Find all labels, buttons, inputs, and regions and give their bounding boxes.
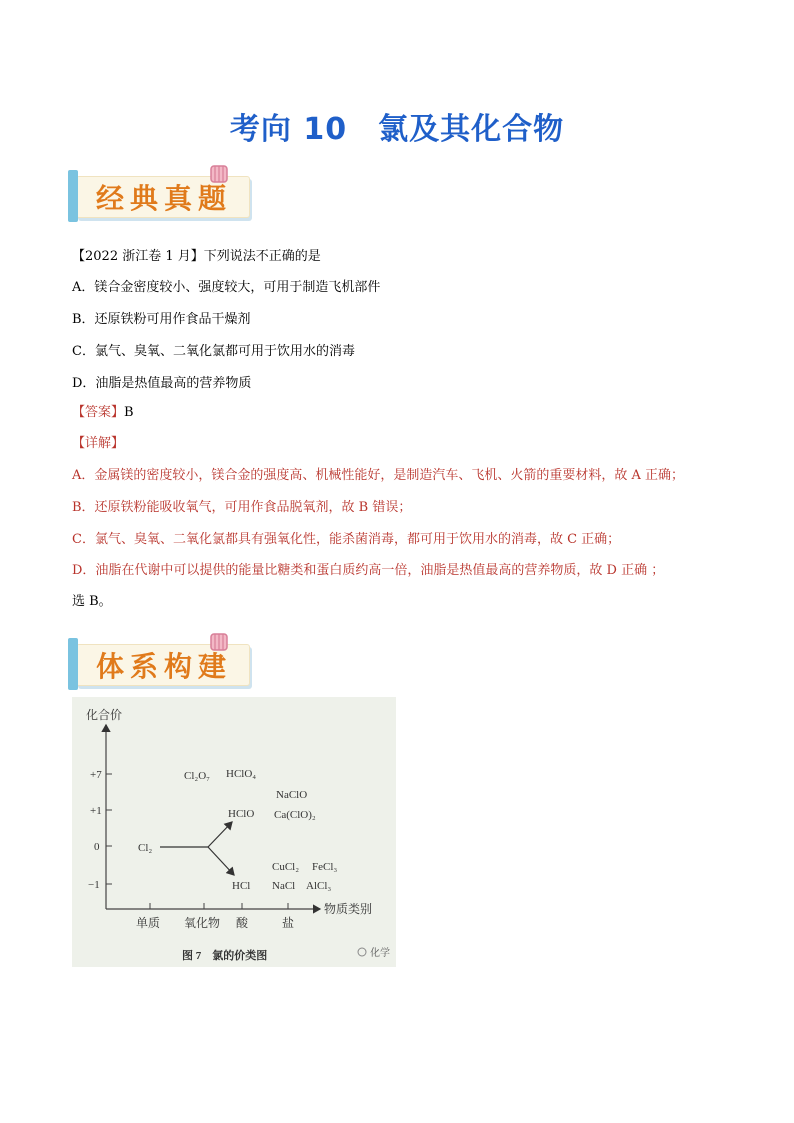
- option-a: A．镁合金密度较小、强度较大，可用于制造飞机部件: [72, 280, 381, 295]
- x-tick-oxide: 氧化物: [184, 916, 221, 930]
- question-source: 【2022 浙江卷 1 月】: [72, 249, 204, 264]
- species-cl2o7: Cl₂O₇: [184, 770, 211, 782]
- detail-b: B．还原铁粉能吸收氧气，可用作食品脱氧剂，故 B 错误；: [72, 500, 412, 515]
- banner-stripe: [68, 170, 78, 222]
- detail-c: C．氯气、臭氧、二氧化氯都具有强氧化性，能杀菌消毒，都可用于饮用水的消毒，故 C 正确；: [72, 532, 621, 547]
- option-b: B．还原铁粉可用作食品干燥剂: [72, 312, 251, 327]
- arrow-to-hclo: [208, 822, 232, 847]
- x-tick-acid: 酸: [236, 916, 249, 930]
- species-hclo4: HClO₄: [226, 768, 257, 780]
- question-stem: [72, 249, 321, 265]
- species-caclo2: Ca(ClO)₂: [274, 809, 316, 821]
- option-d: D．油脂是热值最高的营养物质: [72, 376, 252, 391]
- species-alcl3: AlCl₃: [306, 880, 332, 892]
- chlorine-valence-diagram: [72, 697, 396, 967]
- x-tick-element: 单质: [136, 916, 161, 930]
- watermark-text: 化学: [370, 948, 390, 959]
- species-hcl: HCl: [232, 880, 251, 892]
- detail-label: 【详解】: [72, 436, 125, 451]
- species-cucl2: CuCl₂: [272, 861, 300, 873]
- question-text: 下列说法不正确的是: [203, 249, 321, 264]
- species-nacl: NaCl: [272, 880, 296, 892]
- y-axis-label: 化合价: [86, 708, 123, 722]
- conclusion: 选 B。: [72, 594, 112, 609]
- answer-value: B: [124, 405, 134, 420]
- banner-stripe: [68, 638, 78, 690]
- banner-text: 体系构建: [96, 650, 233, 683]
- y-tick-0: 0: [94, 841, 100, 853]
- x-axis-label: 物质类别: [324, 902, 373, 916]
- wechat-icon: [358, 948, 366, 956]
- answer-label: 【答案】: [72, 405, 125, 420]
- diagram-svg: [72, 697, 396, 967]
- species-cl2: Cl₂: [138, 842, 153, 854]
- detail-a: A．金属镁的密度较小，镁合金的强度高、机械性能好，是制造汽车、飞机、火箭的重要材料，故 A 正确；: [72, 468, 685, 483]
- section-banner-classic: [70, 164, 260, 226]
- option-c: C．氯气、臭氧、二氧化氯都可用于饮用水的消毒: [72, 344, 355, 359]
- y-tick-plus1: +1: [90, 805, 102, 817]
- species-fecl3: FeCl₃: [312, 861, 338, 873]
- detail-d: D．油脂在代谢中可以提供的能量比糖类和蛋白质约高一倍，油脂是热值最高的营养物质，故 D 正确 ；: [72, 563, 665, 578]
- banner-text: 经典真题: [96, 182, 233, 215]
- answer-line: [72, 405, 134, 421]
- section-banner-system: [70, 632, 260, 694]
- arrow-to-hcl: [208, 847, 234, 875]
- y-tick-plus7: +7: [90, 769, 102, 781]
- y-tick-minus1: −1: [88, 879, 100, 891]
- species-hclo: HClO: [228, 808, 255, 820]
- species-naclo: NaClO: [276, 789, 308, 801]
- x-tick-salt: 盐: [282, 916, 295, 930]
- page-title: 考向 10 氯及其化合物: [229, 112, 565, 147]
- diagram-caption: 图 7 氯的价类图: [182, 950, 268, 962]
